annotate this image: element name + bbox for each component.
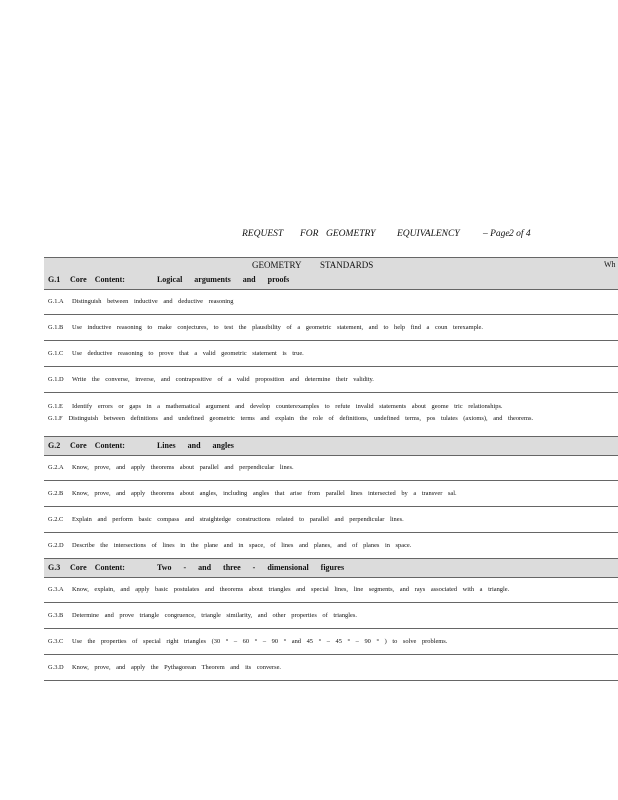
standard-row (44, 481, 618, 507)
standard-code: G.1.E (48, 403, 63, 410)
standard-text: Determine and prove triangle congruence, triangle similarity, and other properties of triangles. (72, 611, 357, 619)
standard-code: G.3.B (48, 611, 64, 619)
header-word: GEOMETRY (326, 229, 376, 239)
standard-code: G.3.D (48, 663, 64, 671)
standard-text: Distinguish between definitions and undefined geometric terms and explain the role of definitions, undefined terms, pos tulates (axioms), and theorems. (68, 415, 534, 422)
standard-text: Use the properties of special right triangles (30 ° – 60 ° – 90 ° and 45 ° – 45 ° – 90 ° ) to solve problems. (72, 637, 448, 645)
page-header (242, 229, 582, 245)
section-number: G.3 (48, 563, 61, 572)
header-word: REQUEST (242, 229, 284, 239)
standard-code: G.1.C (48, 349, 64, 357)
standard-code: G.1.F (48, 415, 63, 422)
standard-code: G.1.D (48, 375, 64, 383)
standard-row (44, 629, 618, 655)
header-page-label: – Page (483, 229, 510, 239)
standard-text: Distinguish between inductive and deductive reasoning (72, 298, 234, 305)
section-label: Core Content: (70, 441, 125, 450)
section-header-g1 (44, 272, 618, 290)
standard-code: G.1.A (48, 298, 64, 305)
header-page-number: 2 of 4 (509, 229, 531, 239)
standard-row (44, 655, 618, 681)
table-title-row (44, 258, 618, 272)
standard-code: G.3.C (48, 637, 64, 645)
section-title: Two - and three - dimensional figures (156, 563, 345, 572)
standard-code: G.3.A (48, 586, 64, 593)
section-label: Core Content: (70, 275, 125, 284)
standard-text: Use inductive reasoning to make conjectures, to test the plausibility of a geometric statement, and to help find a coun terexample. (72, 323, 483, 331)
standard-text: Explain and perform basic compass and straightedge constructions related to parallel and perpendicular lines. (72, 515, 404, 523)
header-word: EQUIVALENCY (397, 229, 460, 239)
standard-row (44, 456, 618, 481)
table-title-word: GEOMETRY (252, 260, 302, 270)
table-cut-text: Wh (604, 260, 616, 269)
standard-row (44, 367, 618, 393)
standard-code: G.2.D (48, 541, 64, 549)
standard-text: Write the converse, inverse, and contrapositive of a valid proposition and determine their validity. (72, 375, 374, 383)
section-header-g3 (44, 559, 618, 578)
section-number: G.1 (48, 275, 61, 284)
standard-code: G.2.A (48, 464, 64, 471)
section-header-g2 (44, 437, 618, 456)
standards-table (44, 257, 618, 681)
table-title-word: STANDARDS (320, 260, 374, 270)
standard-code: G.1.B (48, 323, 64, 331)
standard-row (44, 578, 618, 603)
standard-text: Know, prove, and apply the Pythagorean Theorem and its converse. (72, 663, 282, 671)
standard-code: G.2.C (48, 515, 64, 523)
standard-text: Know, prove, and apply theorems about parallel and perpendicular lines. (72, 464, 294, 471)
standard-text: Know, prove, and apply theorems about angles, including angles that arise from parallel lines intersected by a transver sal. (72, 489, 457, 497)
standard-row (44, 603, 618, 629)
standard-text: Use deductive reasoning to prove that a valid geometric statement is true. (72, 349, 304, 357)
section-number: G.2 (48, 441, 61, 450)
standard-text: Describe the intersections of lines in the plane and in space, of lines and planes, and of planes in space. (72, 541, 412, 549)
section-title: Logical arguments and proofs (156, 275, 290, 284)
standard-row (44, 290, 618, 315)
section-label: Core Content: (70, 563, 125, 572)
standard-text: Know, explain, and apply basic postulates and theorems about triangles and special lines, line segments, and rays associated with a triangle. (72, 586, 510, 593)
standard-row (44, 341, 618, 367)
section-title: Lines and angles (156, 441, 234, 450)
standard-row (44, 507, 618, 533)
standard-code: G.2.B (48, 489, 64, 497)
standard-row (44, 533, 618, 559)
standard-row (44, 411, 618, 437)
standard-row (44, 315, 618, 341)
standard-row (44, 393, 618, 411)
standard-text: Identify errors or gaps in a mathematical argument and develop counterexamples to refute invalid statements about geome tric relationships. (72, 403, 503, 410)
header-word: FOR (300, 229, 319, 239)
